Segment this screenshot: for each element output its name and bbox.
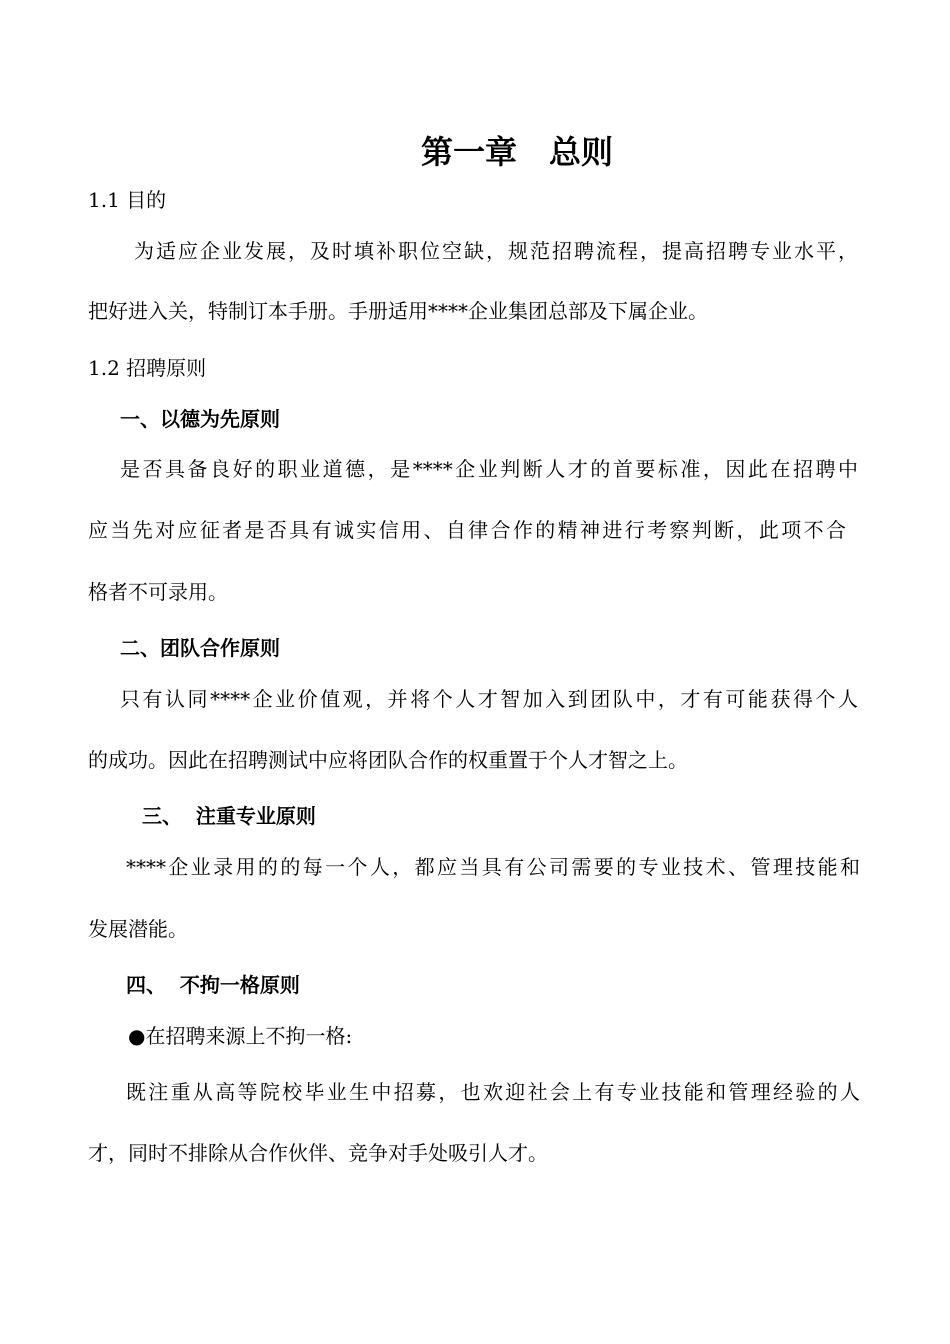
principle-1-title: 一、以德为先原则: [120, 407, 280, 431]
section-heading-purpose: 1.1 目的: [88, 188, 167, 212]
principle-4-title: 四、 不拘一格原则: [126, 973, 300, 997]
principle-1-line-1: 是否具备良好的职业道德，是****企业判断人才的首要标准，因此在招聘中: [120, 457, 858, 481]
section-heading-principles: 1.2 招聘原则: [88, 356, 207, 380]
principle-2-line-2: 的成功。因此在招聘测试中应将团队合作的权重置于个人才智之上。: [88, 748, 688, 772]
principle-4-line-2: 才，同时不排除从合作伙伴、竞争对手处吸引人才。: [88, 1141, 548, 1165]
principle-3-line-2: 发展潜能。: [88, 917, 188, 941]
purpose-line-1: 为适应企业发展，及时填补职位空缺，规范招聘流程，提高招聘专业水平，: [134, 239, 858, 263]
principle-4-bullet: ●在招聘来源上不拘一格:: [128, 1024, 353, 1048]
principle-2-line-1: 只有认同****企业价值观，并将个人才智加入到团队中，才有可能获得个人: [120, 687, 858, 711]
principle-1-line-3: 格者不可录用。: [88, 580, 228, 604]
principle-2-title: 二、团队合作原则: [120, 636, 280, 660]
principle-1-line-2: 应当先对应征者是否具有诚实信用、自律合作的精神进行考察判断，此项不合: [88, 518, 846, 542]
principle-3-line-1: ****企业录用的的每一个人，都应当具有公司需要的专业技术、管理技能和: [126, 855, 860, 879]
purpose-line-2: 把好进入关，特制订本手册。手册适用****企业集团总部及下属企业。: [88, 299, 708, 323]
principle-4-line-1: 既注重从高等院校毕业生中招募，也欢迎社会上有专业技能和管理经验的人: [126, 1080, 860, 1104]
chapter-title: 第一章 总则: [420, 133, 613, 171]
principle-3-title: 三、 注重专业原则: [142, 804, 316, 828]
